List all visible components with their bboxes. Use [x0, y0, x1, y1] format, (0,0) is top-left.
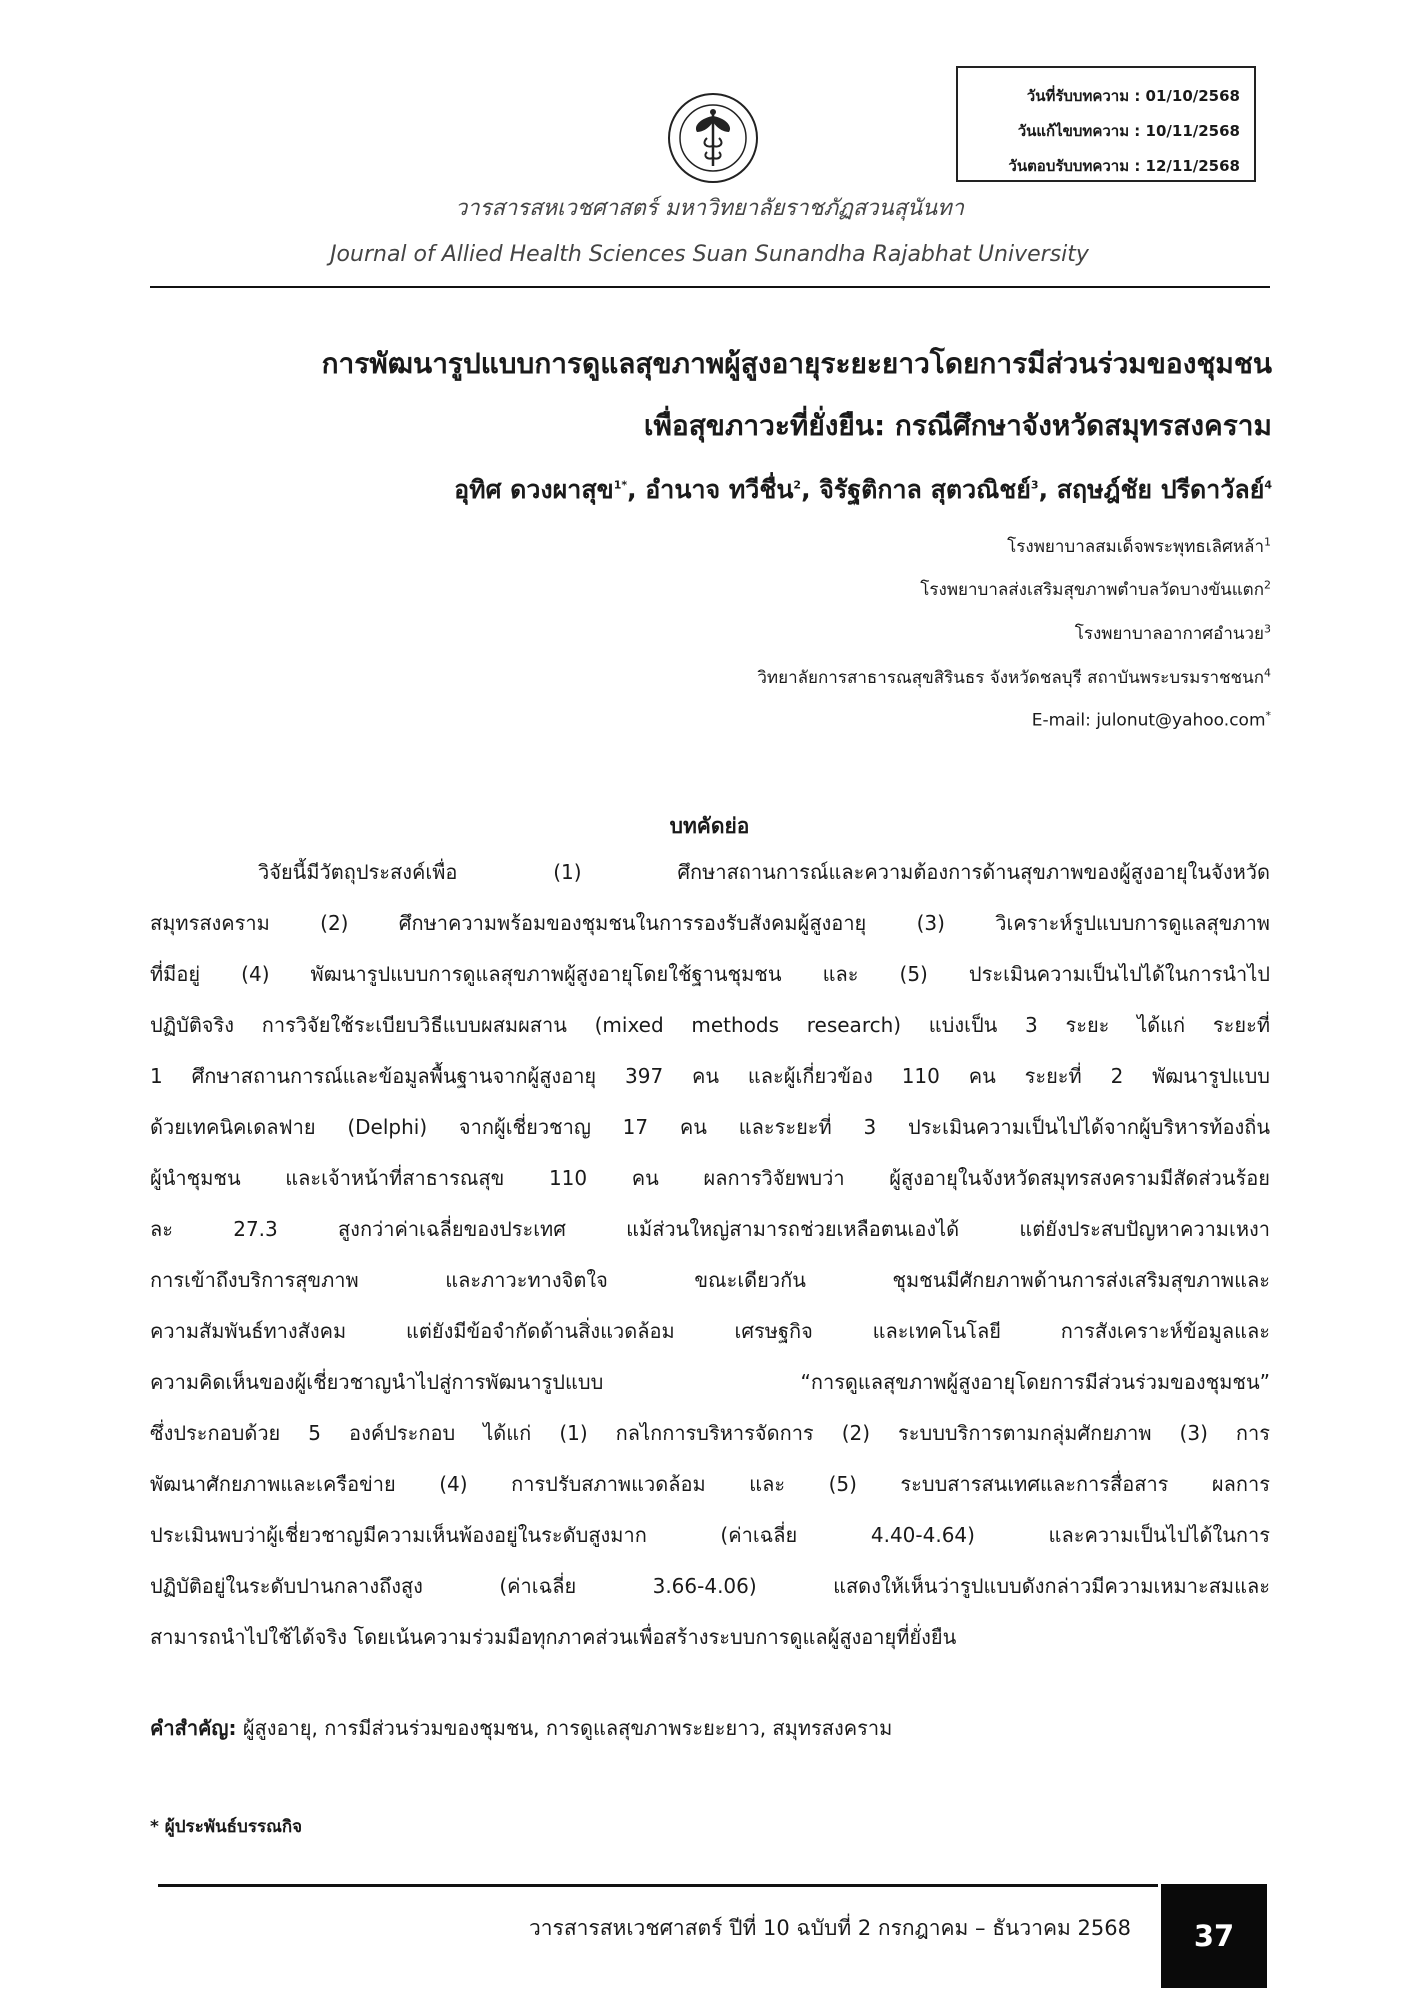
author-name: อำนาจ ทวีชื่น: [645, 475, 794, 504]
author-superscript: 4: [1264, 478, 1272, 492]
author-superscript: 1*: [613, 478, 628, 492]
keywords-list: ผู้สูงอายุ, การมีส่วนร่วมของชุมชน, การดูแลสุขภาพระยะยาว, สมุทรสงคราม: [236, 1716, 893, 1740]
affiliation-1: โรงพยาบาลสมเด็จพระพุทธเลิศหล้า$^1$: [1007, 535, 1271, 557]
journal-name-english: Journal of Allied Health Sciences Suan Sunandha Rajabhat University: [330, 242, 1089, 267]
keywords: [150, 1712, 892, 1744]
abstract-line: 1 ศึกษาสถานการณ์และข้อมูลพื้นฐานจากผู้สูงอายุ 397 คน และผู้เกี่ยวข้อง 110 คน ระยะที่ 2 พัฒนารูปแบบ: [150, 1064, 1270, 1088]
abstract-line: ผู้นำชุมชน และเจ้าหน้าที่สาธารณสุข 110 คน ผลการวิจัยพบว่า ผู้สูงอายุในจังหวัดสมุทรสงครามมีสัดส่วนร้อย: [150, 1166, 1270, 1190]
abstract-line: ละ 27.3 สูงกว่าค่าเฉลี่ยของประเทศ แม้ส่วนใหญ่สามารถช่วยเหลือตนเองได้ แต่ยังประสบปัญหาความเหงา: [150, 1217, 1270, 1241]
corresponding-email: E-mail: julonut@yahoo.com*: [1031, 709, 1271, 731]
abstract-line: วิจัยนี้มีวัตถุประสงค์เพื่อ (1) ศึกษาสถานการณ์และความต้องการด้านสุขภาพของผู้สูงอายุในจังหวัด: [258, 860, 1270, 884]
abstract-line: ประเมินพบว่าผู้เชี่ยวชาญมีความเห็นพ้องอยู่ในระดับสูงมาก (ค่าเฉลี่ย 4.40-4.64) และความเป็นไปได้ในการ: [150, 1523, 1270, 1547]
corresponding-author-footnote: * ผู้ประพันธ์บรรณกิจ: [150, 1817, 303, 1837]
author-name: อุทิศ ดวงผาสุข: [454, 475, 614, 504]
abstract-line: สามารถนำไปใช้ได้จริง โดยเน้นความร่วมมือทุกภาคส่วนเพื่อสร้างระบบการดูแลผู้สูงอายุที่ยั่งยืน: [150, 1625, 957, 1649]
author-list: อุทิศ ดวงผาสุข$^{1*}$, อำนาจ ทวีชื่น$^2$, จิรัฐติกาล สุตวณิชย์$^3$, สฤษฎ์ชัย ปรีดาวัลย์$^4$: [454, 475, 1272, 504]
affiliation-3: โรงพยาบาลอากาศอำนวย$^3$: [1074, 622, 1271, 644]
abstract-line: ที่มีอยู่ (4) พัฒนารูปแบบการดูแลสุขภาพผู้สูงอายุโดยใช้ฐานชุมชน และ (5) ประเมินความเป็นไปได้ในการนำไป: [150, 962, 1270, 986]
affiliation-2: โรงพยาบาลส่งเสริมสุขภาพตำบลวัดบางขันแตก$^2$: [920, 578, 1271, 600]
author-superscript: 2: [793, 478, 802, 492]
page-number: 37: [1161, 1884, 1267, 1988]
header-divider: [150, 286, 1270, 288]
author-superscript: 3: [1030, 478, 1039, 492]
keywords-label: คำสำคัญ:: [150, 1716, 237, 1740]
abstract-heading: บทคัดย่อ: [669, 814, 750, 838]
received-date: วันที่รับบทความ : 01/10/2568: [1026, 87, 1240, 105]
accepted-date: วันตอบรับบทความ : 12/11/2568: [1008, 157, 1240, 175]
article-title-line-1: การพัฒนารูปแบบการดูแลสุขภาพผู้สูงอายุระยะยาวโดยการมีส่วนร่วมของชุมชน: [321, 347, 1272, 380]
abstract-line: สมุทรสงคราม (2) ศึกษาความพร้อมของชุมชนในการรองรับสังคมผู้สูงอายุ (3) วิเคราะห์รูปแบบการดูแลสุขภาพ: [150, 911, 1270, 935]
abstract-line: ปฏิบัติอยู่ในระดับปานกลางถึงสูง (ค่าเฉลี่ย 3.66-4.06) แสดงให้เห็นว่ารูปแบบดังกล่าวมีความเหมาะสมและ: [150, 1574, 1270, 1598]
abstract-line: การเข้าถึงบริการสุขภาพ และภาวะทางจิตใจ ขณะเดียวกัน ชุมชนมีศักยภาพด้านการส่งเสริมสุขภาพและ: [150, 1268, 1270, 1292]
footer-divider: [158, 1884, 1158, 1887]
abstract-line: ความคิดเห็นของผู้เชี่ยวชาญนำไปสู่การพัฒนารูปแบบ “การดูแลสุขภาพผู้สูงอายุโดยการมีส่วนร่วมของชุมชน”: [150, 1370, 1270, 1394]
abstract-line: ความสัมพันธ์ทางสังคม แต่ยังมีข้อจำกัดด้านสิ่งแวดล้อม เศรษฐกิจ และเทคโนโลยี การสังเคราะห์ข้อมูลและ: [150, 1319, 1270, 1343]
author-name: จิรัฐติกาล สุตวณิชย์: [819, 475, 1031, 504]
author-name: สฤษฎ์ชัย ปรีดาวัลย์: [1056, 475, 1265, 504]
journal-issue-info: วารสารสหเวชศาสตร์ ปีที่ 10 ฉบับที่ 2 กรกฎาคม – ธันวาคม 2568: [528, 1916, 1131, 1940]
abstract-line: ซึ่งประกอบด้วย 5 องค์ประกอบ ได้แก่ (1) กลไกการบริหารจัดการ (2) ระบบบริการตามกลุ่มศักยภาพ (3) การ: [150, 1421, 1270, 1445]
article-title-line-2: เพื่อสุขภาวะที่ยั่งยืน: กรณีศึกษาจังหวัดสมุทรสงคราม: [643, 409, 1272, 442]
affiliation-4: วิทยาลัยการสาธารณสุขสิรินธร จังหวัดชลบุรี สถาบันพระบรมราชชนก$^4$: [757, 666, 1271, 688]
abstract-line: ปฏิบัติจริง การวิจัยใช้ระเบียบวิธีแบบผสมผสาน (mixed methods research) แบ่งเป็น 3 ระยะ ได้แก่ ระยะที่: [150, 1013, 1270, 1037]
university-seal-logo: [667, 92, 759, 184]
revised-date: วันแก้ไขบทความ : 10/11/2568: [1017, 122, 1240, 140]
journal-name-thai: วารสารสหเวชศาสตร์ มหาวิทยาลัยราชภัฏสวนสุนันทา: [454, 196, 965, 221]
abstract-line: พัฒนาศักยภาพและเครือข่าย (4) การปรับสภาพแวดล้อม และ (5) ระบบสารสนเทศและการสื่อสาร ผลการ: [150, 1472, 1270, 1496]
abstract-line: ด้วยเทคนิคเดลฟาย (Delphi) จากผู้เชี่ยวชาญ 17 คน และระยะที่ 3 ประเมินความเป็นไปได้จากผู้บริหารท้องถิ่น: [150, 1115, 1270, 1139]
submission-dates-box: [956, 66, 1256, 182]
